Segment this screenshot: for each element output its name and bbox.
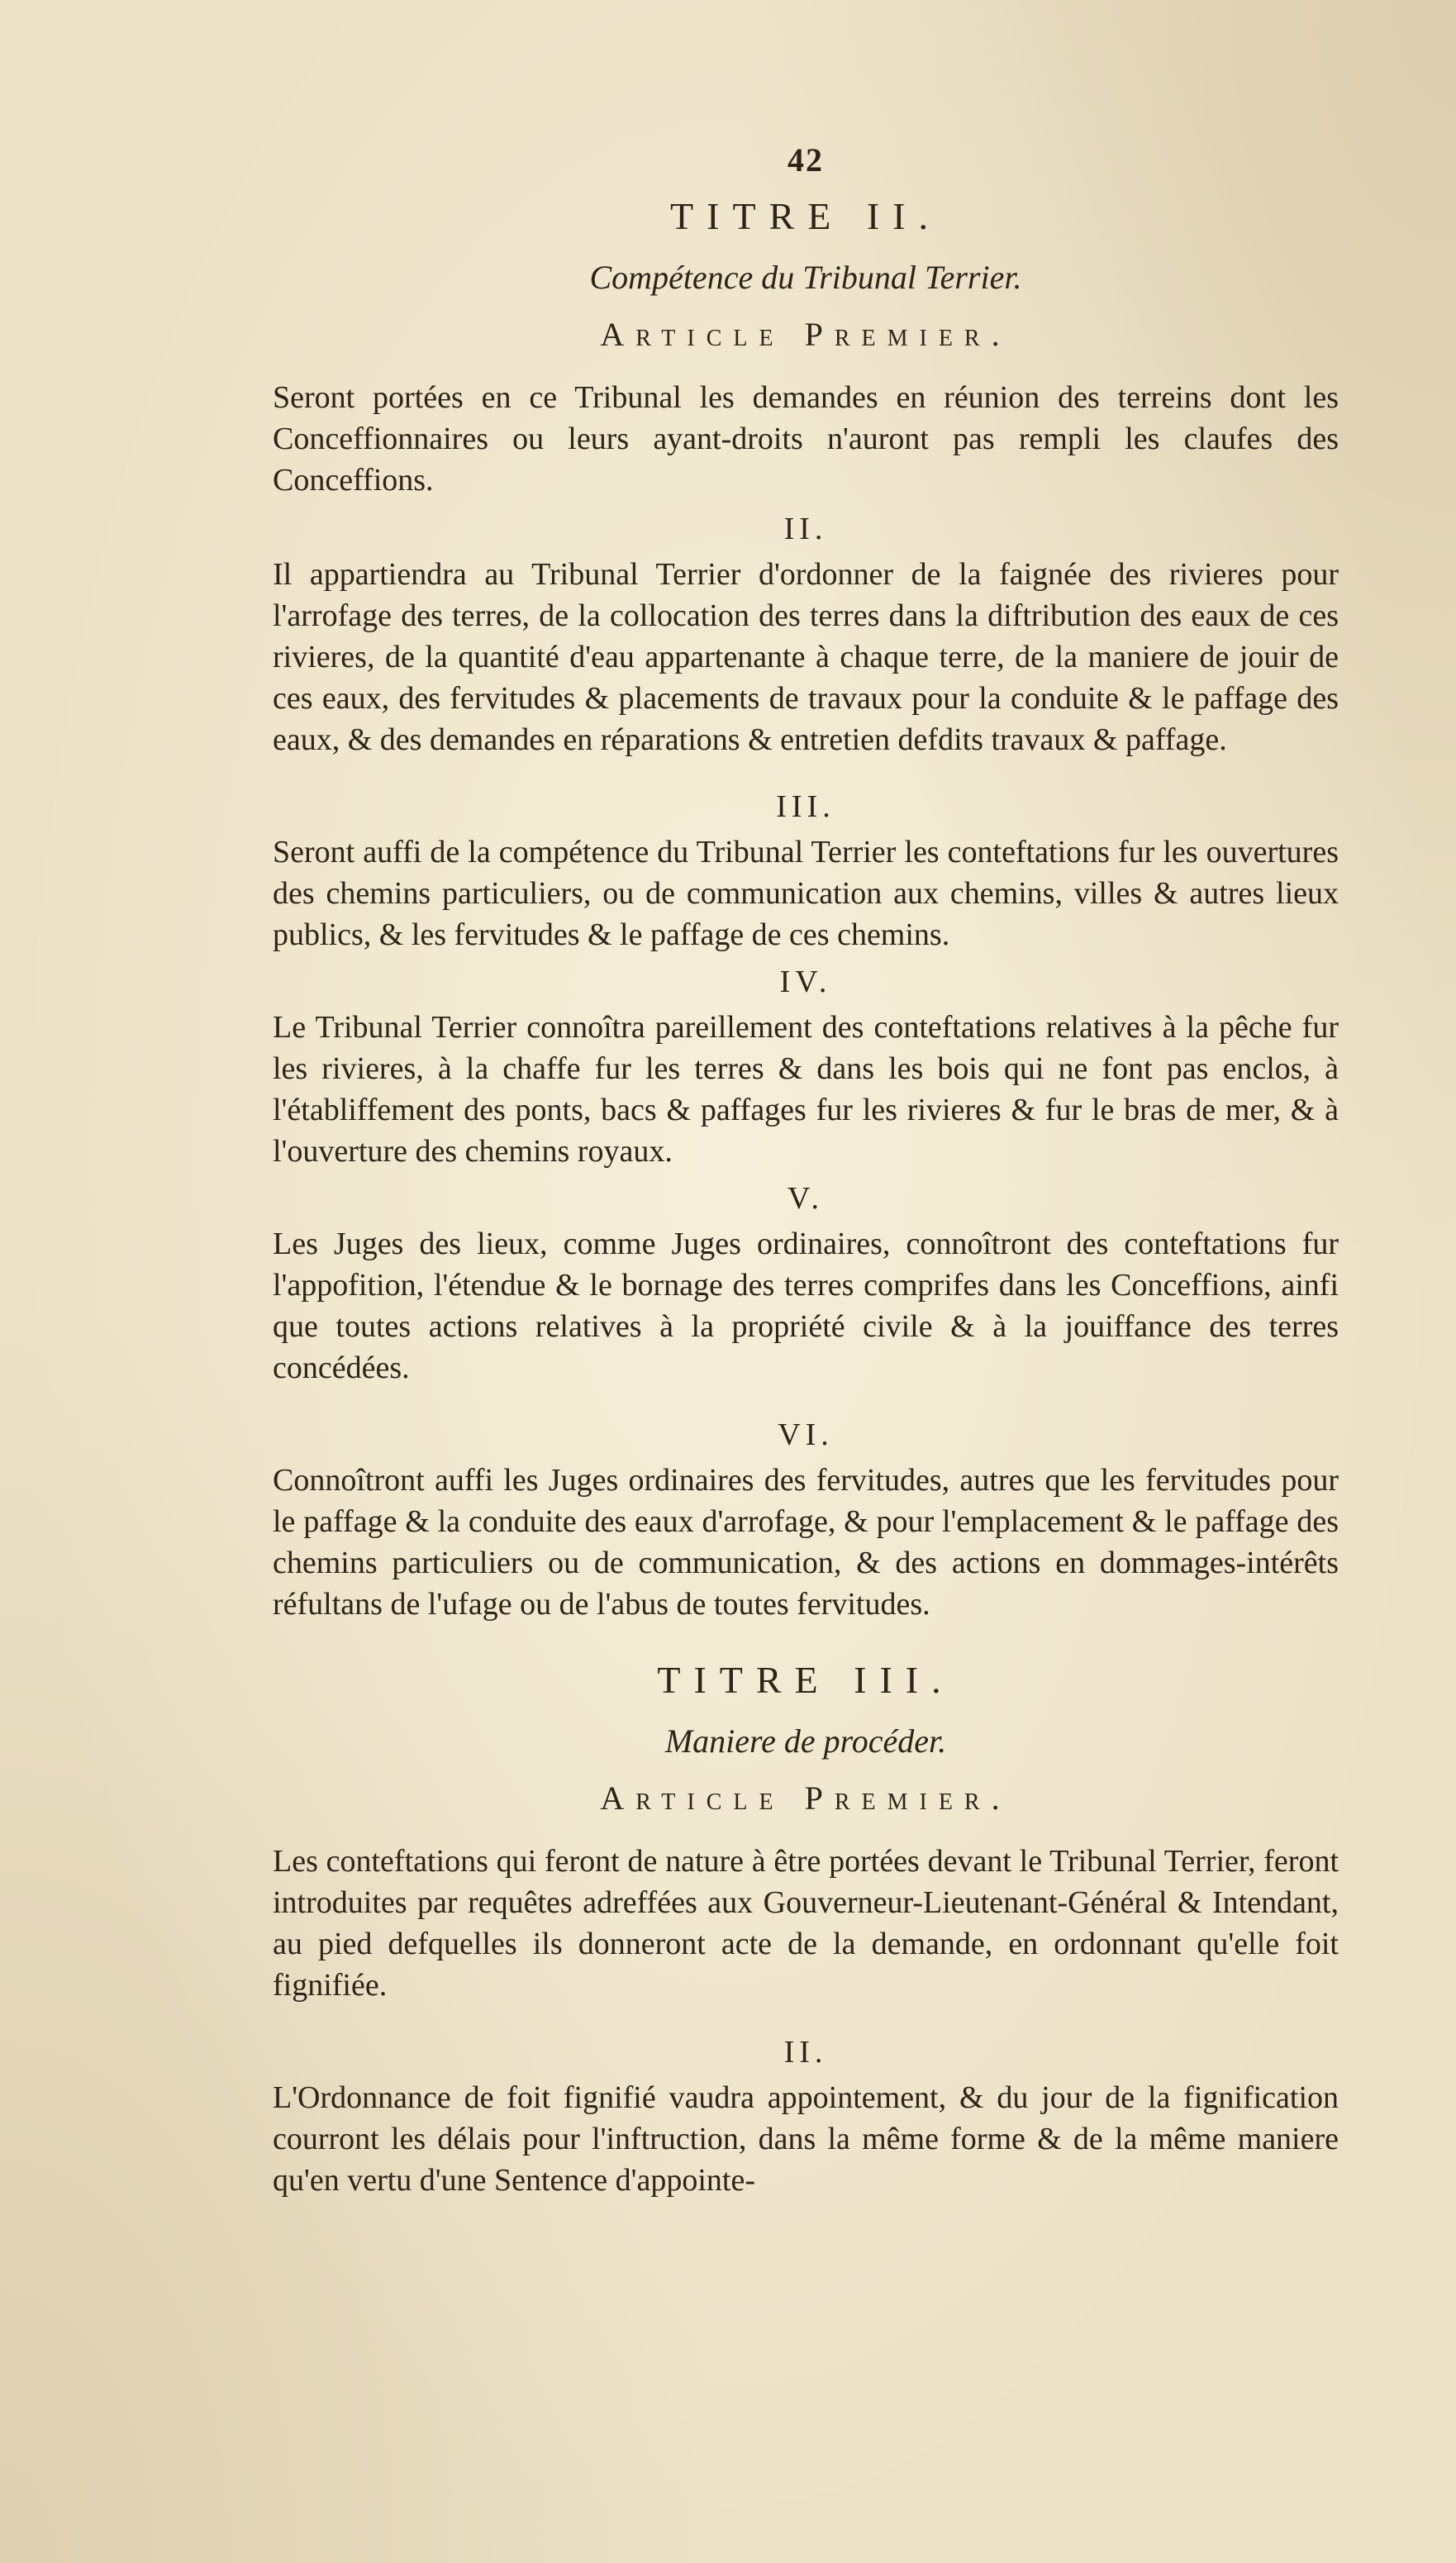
titre-iii-article-2-text: L'Ordonnance de foit fignifié vaudra appointement, & du jour de la fignification courront les délais pour l'inftruction, dans la même forme & de la même maniere qu'en vertu d'une Sentence d'appointe- xyxy=(273,2080,1339,2198)
titre-iii-heading: TITRE III. xyxy=(657,1659,954,1701)
titre-ii-heading: TITRE II. xyxy=(670,195,941,237)
titre-iii-article-2-number: II. xyxy=(783,2035,828,2070)
page-number: 42 xyxy=(787,141,824,179)
titre-iii-subtitle: Maniere de procéder. xyxy=(664,1722,947,1760)
titre-ii-article-1-text: Seront portées en ce Tribunal les demandes en réunion des terreins dont les Conceffionnaires ou leurs ayant-droits n'auront pas rempli les claufes des Conceffions. xyxy=(273,380,1339,498)
titre-ii-article-4-number: IV. xyxy=(779,965,832,999)
titre-ii-article-head: Article Premier. xyxy=(600,316,1011,353)
titre-ii-article-5-number: V. xyxy=(787,1181,825,1216)
titre-iii-section xyxy=(273,1658,1339,2201)
titre-ii-article-3-number: III. xyxy=(776,789,835,824)
titre-ii-subtitle: Compétence du Tribunal Terrier. xyxy=(589,259,1022,296)
titre-ii-section xyxy=(273,194,1339,1625)
titre-iii-article-1-text: Les conteftations qui feront de nature à être portées devant le Tribunal Terrier, feront introduites par requêtes adreffées aux Gouverneur-Lieutenant-Général & Intendant, au pied defquelles ils donneront acte de la demande, en ordonnant qu'elle foit fignifiée. xyxy=(273,1844,1339,2003)
titre-ii-article-6-number: VI. xyxy=(778,1417,834,1452)
document-page xyxy=(273,141,1339,2256)
titre-ii-article-6-text: Connoîtront auffi les Juges ordinaires des fervitudes, autres que les fervitudes pour le paffage & la conduite des eaux d'arrofage, & pour l'emplacement & le paffage des chemins particuliers ou de communication, & des actions en dommages-intérêts réfultans de l'ufage ou de l'abus de toutes fervitudes. xyxy=(273,1463,1339,1622)
titre-ii-article-4-text: Le Tribunal Terrier connoîtra pareillement des conteftations relatives à la pêche fur les rivieres, à la chaffe fur les terres & dans les bois qui ne font pas enclos, à l'établiffement des ponts, bacs & paffages fur les rivieres & fur le bras de mer, & à l'ouverture des chemins royaux. xyxy=(273,1010,1339,1169)
titre-ii-article-2-number: II. xyxy=(783,512,828,546)
titre-ii-article-5-text: Les Juges des lieux, comme Juges ordinaires, connoîtront des conteftations fur l'appofition, l'étendue & le bornage des terres comprifes dans les Conceffions, ainfi que toutes actions relatives à la propriété civile & à la jouiffance des terres concédées. xyxy=(273,1227,1339,1385)
titre-ii-article-3-text: Seront auffi de la compétence du Tribunal Terrier les conteftations fur les ouvertures des chemins particuliers, ou de communication aux chemins, villes & autres lieux publics, & les fervitudes & le paffage de ces chemins. xyxy=(273,835,1339,952)
titre-iii-article-head: Article Premier. xyxy=(600,1779,1011,1817)
titre-ii-article-2-text: Il appartiendra au Tribunal Terrier d'ordonner de la faignée des rivieres pour l'arrofage des terres, de la collocation des terres dans la diftribution des eaux de ces rivieres, de la quantité d'eau appartenante à chaque terre, de la maniere de jouir de ces eaux, des fervitudes & placements de travaux pour la conduite & le paffage des eaux, & des demandes en réparations & entretien defdits travaux & paffage. xyxy=(273,557,1339,757)
